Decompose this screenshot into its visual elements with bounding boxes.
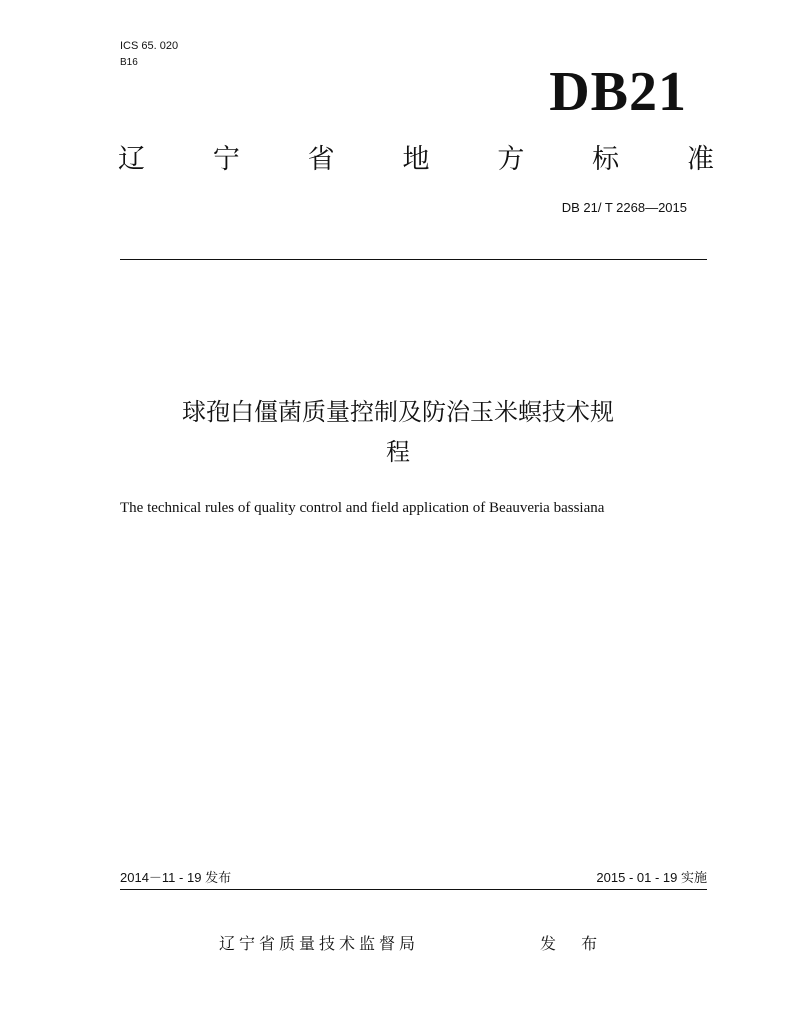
implementation-date	[596, 869, 707, 888]
issue-label: 发布	[205, 871, 232, 886]
standard-type-heading	[118, 140, 714, 180]
implementation-date-value: 2015 - 01 - 19	[596, 870, 678, 885]
issue-date	[120, 869, 231, 888]
bottom-divider	[120, 889, 707, 890]
standard-type-char: 方	[497, 144, 525, 175]
document-title-en: The technical rules of quality control and field application of Beauveria bassiana	[120, 500, 605, 516]
classification-code: B16	[120, 57, 138, 68]
standard-logo: DB21	[549, 61, 687, 123]
standard-number: DB 21/ T 2268—2015	[561, 200, 687, 215]
standard-type-char: 宁	[212, 144, 240, 175]
implementation-label: 实施	[680, 871, 707, 886]
standard-type-char: 标	[592, 144, 620, 175]
ics-code: ICS 65. 020	[120, 40, 179, 52]
standard-type-char: 省	[307, 144, 335, 175]
standard-type-char: 辽	[118, 144, 145, 175]
top-divider	[120, 259, 707, 260]
release-label: 发 布	[540, 934, 608, 953]
document-title-cn	[108, 392, 688, 472]
issue-date-value: 2014－11 - 19	[120, 870, 202, 885]
title-line-2: 程	[386, 438, 410, 466]
issuing-authority: 辽宁省质量技术监督局	[219, 934, 420, 953]
standard-type-char: 准	[686, 144, 714, 175]
title-line-1: 球孢白僵菌质量控制及防治玉米螟技术规	[182, 398, 614, 426]
standard-type-char: 地	[402, 144, 430, 175]
